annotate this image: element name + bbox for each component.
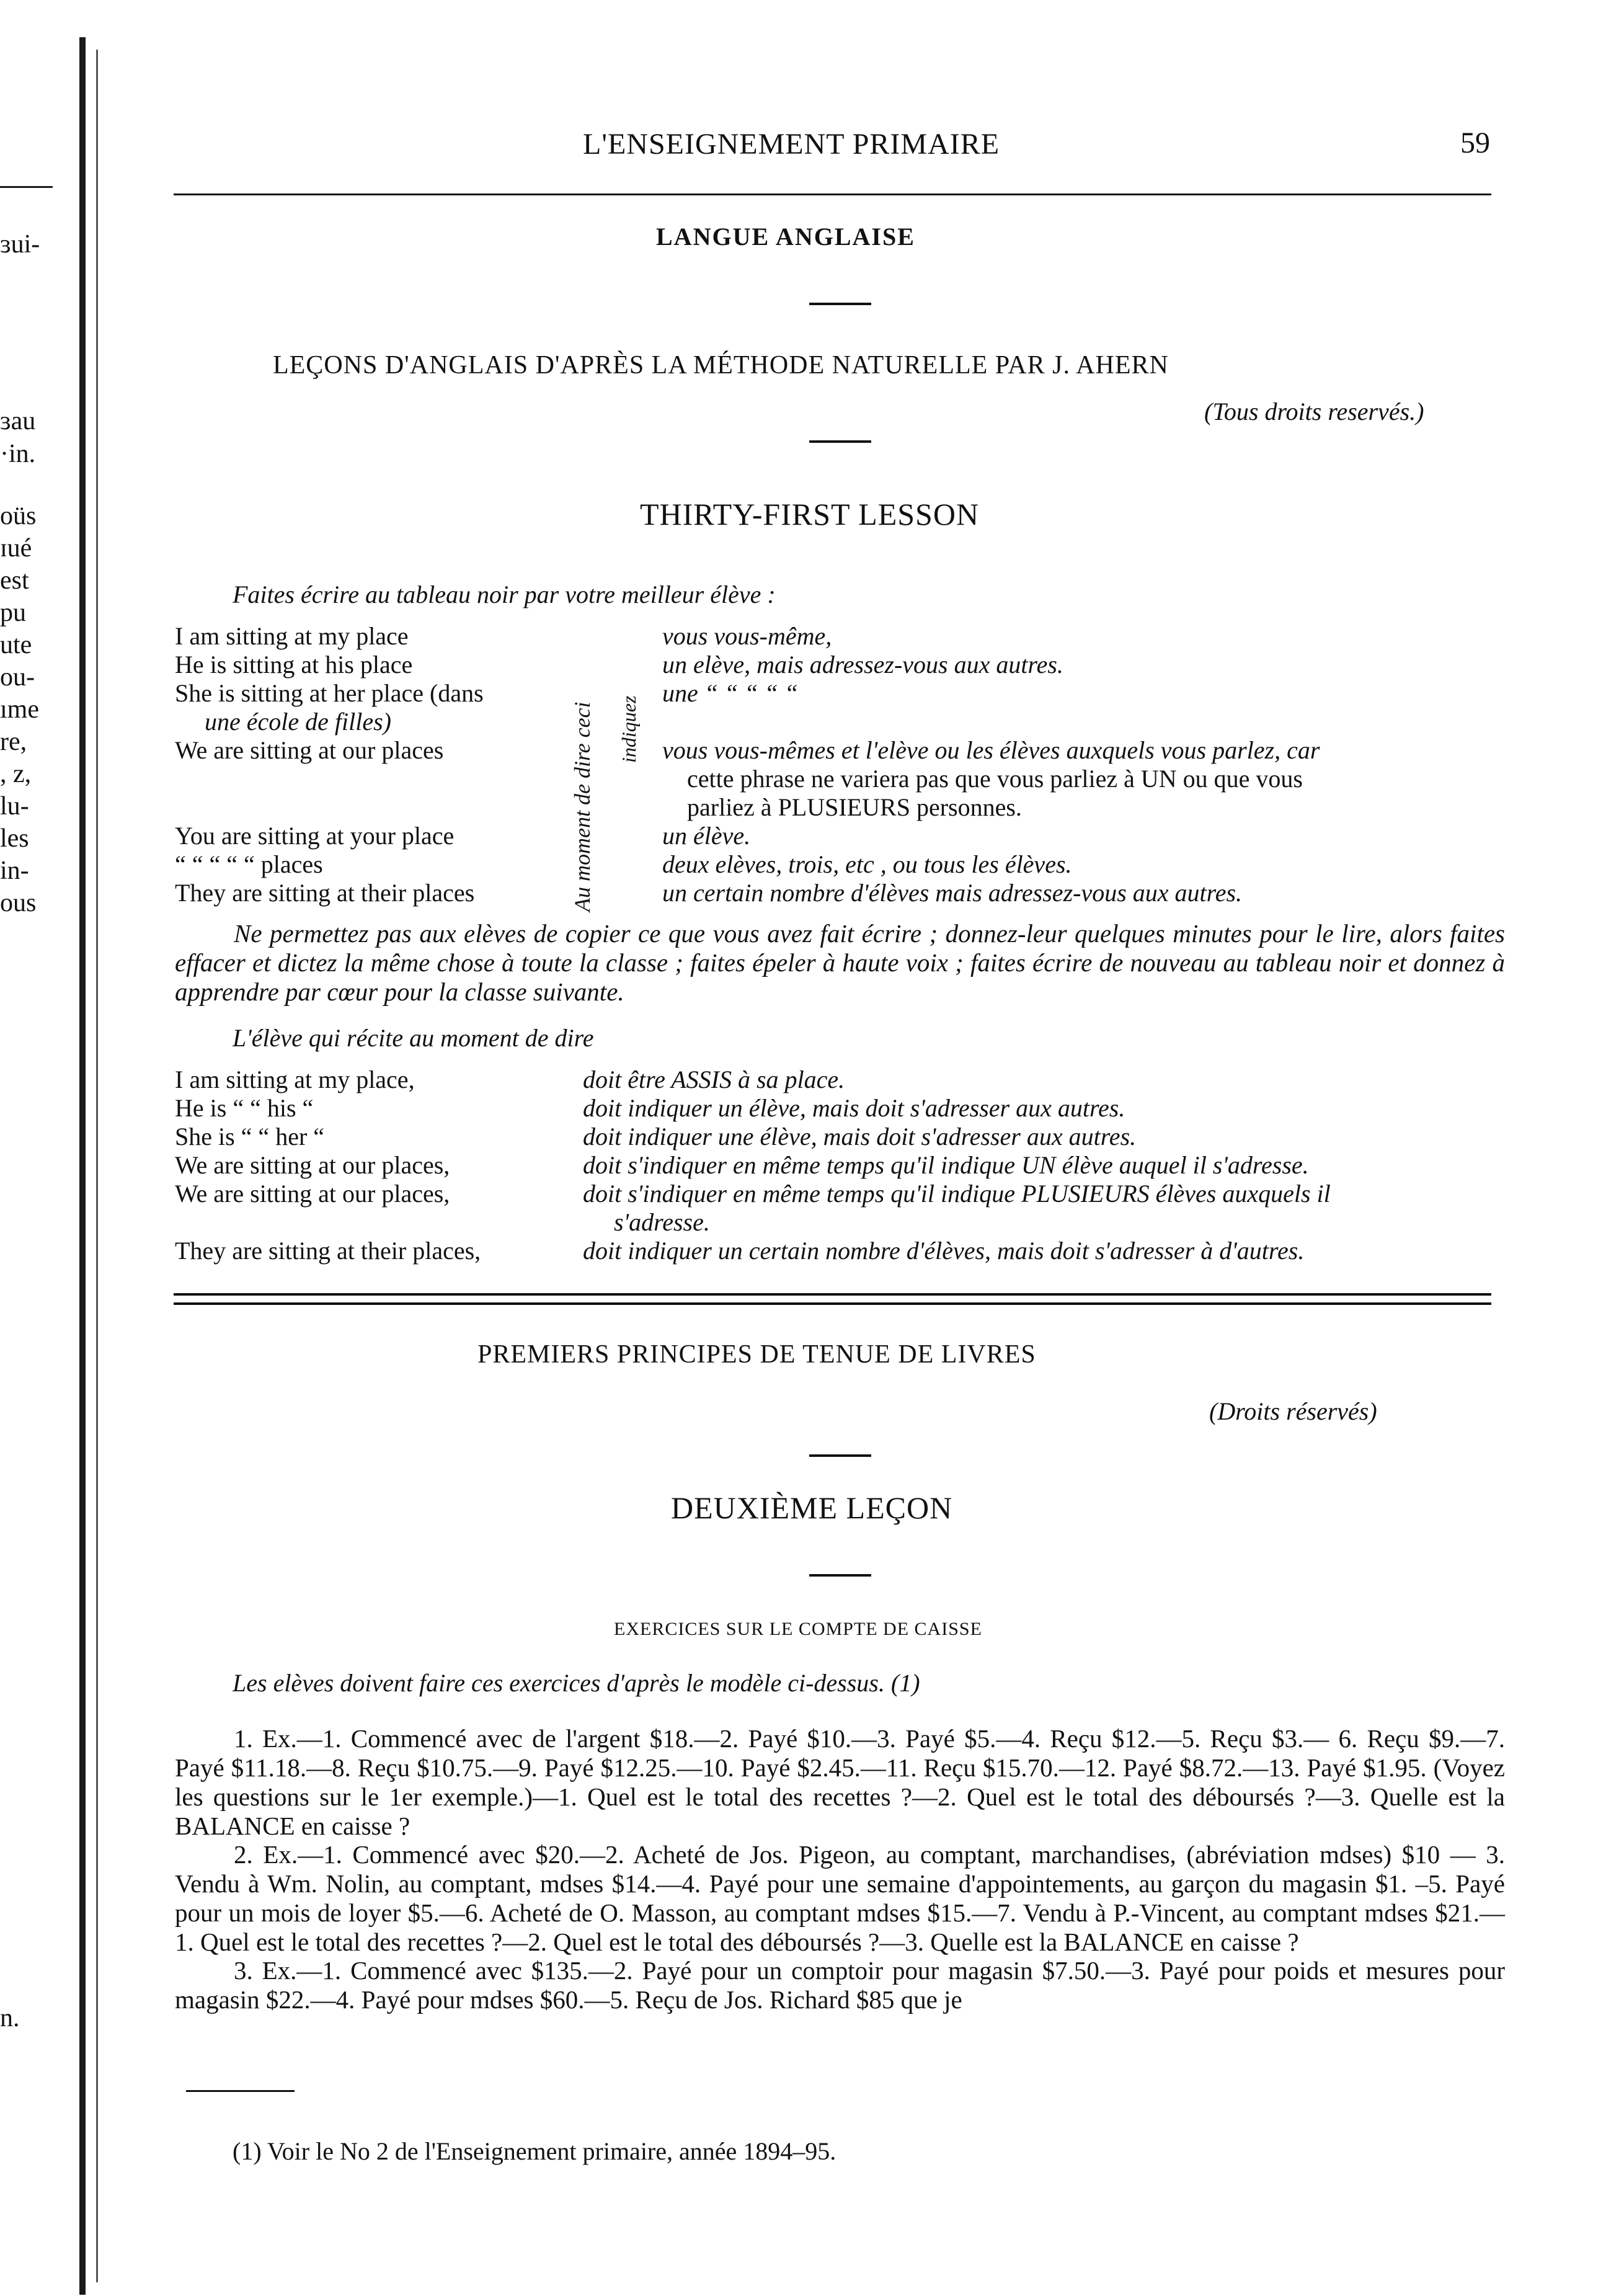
- left-fragment: les: [0, 824, 29, 853]
- left-fragment: ·in.: [0, 440, 36, 468]
- french-line: cette phrase ne variera pas que vous parliez à UN ou que vous: [687, 765, 1303, 793]
- lesson-series-title: LEÇONS D'ANGLAIS D'APRÈS LA MÉTHODE NATURELLE PAR J. AHERN: [273, 351, 1169, 380]
- french-line: parliez à PLUSIEURS personnes.: [687, 793, 1022, 821]
- instruction: Faites écrire au tableau noir par votre meilleur élève :: [233, 581, 776, 608]
- left-fragment: in-: [0, 857, 29, 885]
- english-line: “ “ “ “ “ places: [175, 850, 323, 878]
- french-line: doit s'indiquer en même temps qu'il indique PLUSIEURS élèves auxquels il: [583, 1180, 1331, 1208]
- left-fragment: re,: [0, 728, 27, 756]
- subheading: EXERCICES SUR LE COMPTE DE CAISSE: [614, 1619, 982, 1639]
- exercise-1: 1. Ex.—1. Commencé avec de l'argent $18.—2. Payé $10.—3. Payé $5.—4. Reçu $12.—5. Reçu $3.— 6. Reçu $9.—7. Payé $11.18.—8. Reçu $10.75.—9. Payé $12.25.—10. Payé $2.45.—11. Reçu $15.70.—12. Payé $8.72.—13. Payé $1.95. (Voyez les questions sur le 1er exemple.)—1. Quel est le total des recettes ?—2. Quel est le total des déboursés ?—3. Quelle est la BALANCE en caisse ?: [175, 1724, 1505, 1840]
- divider: [809, 1574, 871, 1577]
- left-fragment: est: [0, 566, 29, 595]
- recite-heading: L'élève qui récite au moment de dire: [233, 1024, 594, 1052]
- lesson-title: DEUXIÈME LEÇON: [671, 1490, 953, 1525]
- french-line: deux elèves, trois, etc , ou tous les élèves.: [662, 850, 1072, 878]
- french-line: doit être ASSIS à sa place.: [583, 1066, 845, 1093]
- left-fragment: pu: [0, 598, 26, 627]
- page-number: 59: [1460, 127, 1490, 159]
- left-fragment: ɜau: [0, 407, 36, 435]
- english-line: You are sitting at your place: [175, 822, 455, 850]
- section-title: LANGUE ANGLAISE: [656, 223, 915, 251]
- vertical-note: Au moment de dire ceci: [570, 701, 595, 912]
- english-line: I am sitting at my place,: [175, 1066, 415, 1093]
- left-fragment: ıme: [0, 695, 39, 724]
- french-line: doit indiquer un élève, mais doit s'adresser aux autres.: [583, 1094, 1125, 1122]
- english-line: I am sitting at my place: [175, 622, 409, 650]
- section-separator: [174, 1293, 1491, 1296]
- french-line: une “ “ “ “ “: [662, 679, 798, 707]
- english-line: We are sitting at our places,: [175, 1180, 450, 1208]
- lesson-title: THIRTY-FIRST LESSON: [640, 497, 980, 532]
- footnote-rule: [186, 2090, 295, 2092]
- english-line: une école de filles): [205, 708, 391, 736]
- french-line: un certain nombre d'élèves mais adressez-vous aux autres.: [662, 879, 1243, 907]
- left-fragment: lu-: [0, 792, 29, 821]
- french-line: s'adresse.: [614, 1208, 710, 1236]
- french-line: un élève.: [662, 822, 751, 850]
- binding-edge-thin: [96, 50, 98, 2282]
- footnote: (1) Voir le No 2 de l'Enseignement primaire, année 1894–95.: [233, 2137, 836, 2165]
- vertical-note-2: indiquez: [618, 695, 640, 763]
- english-line: They are sitting at their places: [175, 879, 475, 907]
- left-fragment: n.: [0, 2004, 20, 2032]
- french-line: vous vous-même,: [662, 622, 832, 650]
- french-line: doit indiquer une élève, mais doit s'adresser aux autres.: [583, 1123, 1137, 1150]
- left-fragment: oüs: [0, 502, 37, 530]
- french-line: doit s'indiquer en même temps qu'il indique UN élève auquel il s'adresse.: [583, 1151, 1309, 1179]
- left-fragment: ous: [0, 889, 37, 917]
- divider: [809, 303, 871, 305]
- english-line: They are sitting at their places,: [175, 1237, 481, 1265]
- left-fragment: ɪué: [0, 534, 32, 563]
- section-separator: [174, 1302, 1491, 1305]
- section-title: PREMIERS PRINCIPES DE TENUE DE LIVRES: [477, 1340, 1036, 1369]
- instruction-paragraph: Ne permettez pas aux elèves de copier ce que vous avez fait écrire ; donnez-leur quelques minutes pour le lire, alors faites effacer et dictez la même chose à toute la classe ; faites épeler à haute voix ; faites écrire de nouveau au tableau noir et donnez à apprendre par cœur pour la classe suivante.: [175, 919, 1505, 1006]
- french-line: doit indiquer un certain nombre d'élèves, mais doit s'adresser à d'autres.: [583, 1237, 1305, 1265]
- french-line: un elève, mais adressez-vous aux autres.: [662, 651, 1063, 679]
- binding-edge: [79, 37, 86, 2295]
- exercise-intro: Les elèves doivent faire ces exercices d'après le modèle ci-dessus. (1): [233, 1669, 920, 1697]
- divider: [809, 440, 871, 443]
- english-line: We are sitting at our places: [175, 736, 444, 764]
- left-fragment: ɜui-: [0, 230, 40, 259]
- divider: [809, 1454, 871, 1457]
- running-header: L'ENSEIGNEMENT PRIMAIRE: [583, 128, 1000, 161]
- english-line: She is sitting at her place (dans: [175, 679, 484, 707]
- rights-note: (Droits réservés): [1209, 1397, 1377, 1425]
- english-line: We are sitting at our places,: [175, 1151, 450, 1179]
- rights-note: (Tous droits reservés.): [1204, 398, 1424, 425]
- header-rule: [174, 194, 1491, 195]
- english-line: He is sitting at his place: [175, 651, 413, 679]
- french-line: vous vous-mêmes et l'elève ou les élèves auxquels vous parlez, car: [662, 736, 1320, 764]
- left-fragment: ou-: [0, 663, 35, 692]
- exercise-2: 2. Ex.—1. Commencé avec $20.—2. Acheté de Jos. Pigeon, au comptant, marchandises, (abréviation mdses) $10 — 3. Vendu à Wm. Nolin, au comptant, mdses $14.—4. Payé pour une semaine d'appointements, au garçon du magasin $1. –5. Payé pour un mois de loyer $5.—6. Acheté de O. Masson, au comptant mdses $15.—7. Vendu à P.-Vincent, au comptant mdses $21.—1. Quel est le total des recettes ?—2. Quel est le total des déboursés ?—3. Quelle est la BALANCE en caisse ?: [175, 1840, 1505, 1956]
- english-line: He is “ “ his “: [175, 1094, 314, 1122]
- margin-rule: [0, 186, 53, 188]
- english-line: She is “ “ her “: [175, 1123, 325, 1150]
- exercise-3: 3. Ex.—1. Commencé avec $135.—2. Payé pour un comptoir pour magasin $7.50.—3. Payé pour poids et mesures pour magasin $22.—4. Payé pour mdses $60.—5. Reçu de Jos. Richard $85 que je: [175, 1956, 1505, 2014]
- left-fragment: , z,: [0, 760, 32, 788]
- left-fragment: ute: [0, 631, 32, 659]
